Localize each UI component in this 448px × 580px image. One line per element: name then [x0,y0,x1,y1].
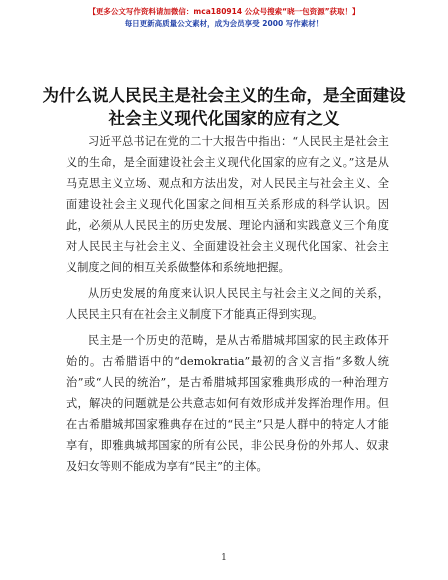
paragraph-1: 习近平总书记在党的二十大报告中指出：“人民民主是社会主义的生命，是全面建设社会主义现代化国家的应有之义。”这是从马克思主义立场、观点和方法出发，对人民民主与社会主义、全面建设社会主义现代化国家之间相互关系形成的科学认识。因此，必须从人民民主的历史发展、理论内涵和实践意义三个角度对人民民主与社会主义、全面建设社会主义现代化国家、社会主义制度之间的相互关系做整体和系统地把握。 [66,135,389,274]
document-body [66,131,389,482]
paragraph-3: 民主是一个历史的范畴，是从古希腊城邦国家的民主政体开始的。古希腊语中的“demokratia”最初的含义言指“多数人统治”或“人民的统治”，是古希腊城邦国家雅典形成的一种治理方式，解决的问题就是公共意志如何有效形成并发挥治理作用。但在古希腊城邦国家雅典存在过的“民主”只是人群中的特定人才能享有，即雅典城邦国家的所有公民，非公民身份的外邦人、奴隶及妇女等则不能成为享有“民主”的主体。 [66,334,389,473]
document-title: 为什么说人民民主是社会主义的生命，是全面建设社会主义现代化国家的应有之义 [42,86,406,128]
page-number: 1 [221,553,227,563]
promo-banner-line-2: 每日更新高质量公文素材，成为会员享受 2000 写作素材！ [124,19,324,28]
promo-banner-line-1: 【更多公文写作资料请加微信：mca180914 公众号搜索“晓一包资源”获取！】 [88,7,360,16]
paragraph-2: 从历史发展的角度来认识人民民主与社会主义之间的关系，人民民主只有在社会主义制度下才能真正得到实现。 [66,287,389,321]
promo-banner [0,6,448,30]
